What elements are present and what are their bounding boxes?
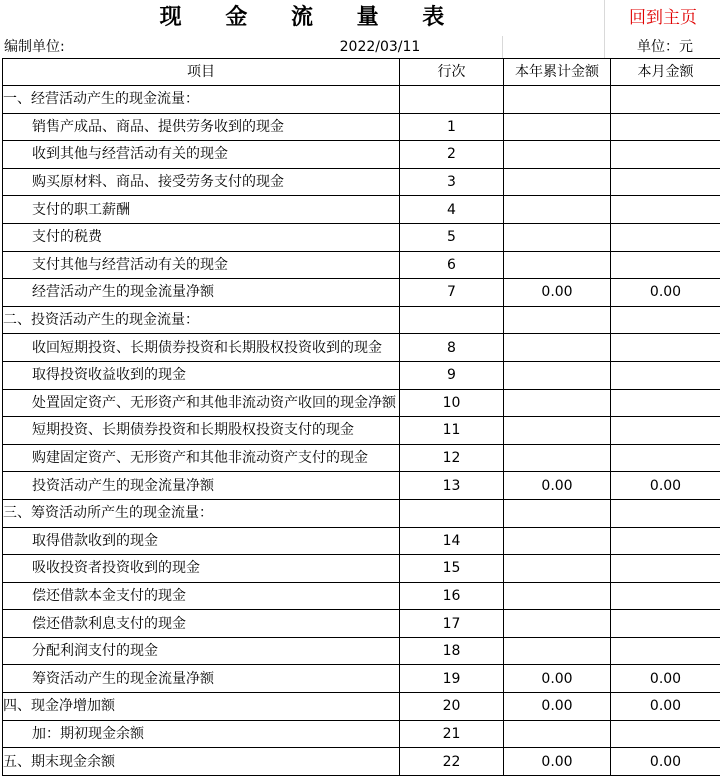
table-row [3,444,720,472]
row-item-cell[interactable]: 吸收投资者投资收到的现金 [3,555,400,583]
row-item-cell[interactable]: 销售产成品、商品、提供劳务收到的现金 [3,113,400,141]
home-link[interactable]: 回到主页 [629,8,697,28]
row-ytd-cell[interactable] [504,361,611,389]
table-row [3,637,720,665]
company-label: 编制单位: [4,39,65,55]
row-month-cell[interactable]: 0.00 [611,279,720,307]
row-ytd-cell[interactable] [504,334,611,362]
table-row [3,361,720,389]
table-row [3,720,720,748]
row-month-cell[interactable] [611,527,720,555]
table-row [3,472,720,500]
row-ytd-cell[interactable]: 0.00 [504,279,611,307]
row-month-cell[interactable] [611,334,720,362]
row-item-cell[interactable]: 经营活动产生的现金流量净额 [3,279,400,307]
row-line-cell[interactable]: 9 [400,361,504,389]
row-month-cell[interactable] [611,251,720,279]
row-month-cell[interactable] [611,637,720,665]
row-ytd-cell[interactable]: 0.00 [504,748,611,776]
row-ytd-cell[interactable] [504,251,611,279]
row-month-cell[interactable] [611,168,720,196]
row-line-cell[interactable]: 4 [400,196,504,224]
row-month-cell[interactable] [611,306,720,334]
row-month-cell[interactable] [611,86,720,114]
row-item-cell[interactable]: 收回短期投资、长期债券投资和长期股权投资收到的现金 [3,334,400,362]
row-month-cell[interactable] [611,582,720,610]
row-line-cell[interactable]: 20 [400,693,504,721]
row-month-cell[interactable]: 0.00 [611,693,720,721]
table-header-row [3,59,720,86]
row-item-cell[interactable]: 购建固定资产、无形资产和其他非流动资产支付的现金 [3,444,400,472]
row-item-cell[interactable]: 五、期末现金余额 [3,748,400,776]
row-ytd-cell[interactable] [504,168,611,196]
row-month-cell[interactable] [611,720,720,748]
row-month-cell[interactable] [611,417,720,445]
table-row [3,196,720,224]
row-line-cell[interactable]: 14 [400,527,504,555]
report-title: 现 金 流 量 表 [159,5,463,30]
row-line-cell[interactable]: 18 [400,637,504,665]
row-ytd-cell[interactable] [504,499,611,527]
row-item-cell[interactable]: 投资活动产生的现金流量净额 [3,472,400,500]
row-line-cell[interactable]: 8 [400,334,504,362]
table-row [3,306,720,334]
table-row [3,86,720,114]
row-item-cell[interactable]: 取得借款收到的现金 [3,527,400,555]
table-row [3,555,720,583]
row-month-cell[interactable] [611,223,720,251]
table-row [3,113,720,141]
row-line-cell[interactable]: 19 [400,665,504,693]
row-month-cell[interactable] [611,444,720,472]
table-row [3,251,720,279]
row-month-cell[interactable] [611,610,720,638]
row-item-cell[interactable]: 购买原材料、商品、接受劳务支付的现金 [3,168,400,196]
row-line-cell[interactable]: 21 [400,720,504,748]
table-row [3,417,720,445]
report-date: 2022/03/11 [339,39,421,55]
row-item-cell[interactable]: 一、经营活动产生的现金流量： [3,86,400,114]
row-ytd-cell[interactable] [504,610,611,638]
row-ytd-cell[interactable] [504,720,611,748]
row-month-cell[interactable] [611,499,720,527]
table-row [3,665,720,693]
row-ytd-cell[interactable] [504,113,611,141]
row-month-cell[interactable]: 0.00 [611,665,720,693]
meta-row [0,36,720,58]
cash-flow-table [2,58,720,776]
row-line-cell[interactable]: 11 [400,417,504,445]
row-line-cell[interactable] [400,306,504,334]
table-row [3,389,720,417]
row-ytd-cell[interactable] [504,306,611,334]
row-ytd-cell[interactable] [504,637,611,665]
row-month-cell[interactable] [611,555,720,583]
row-line-cell[interactable]: 15 [400,555,504,583]
row-ytd-cell[interactable] [504,196,611,224]
row-line-cell[interactable] [400,86,504,114]
row-month-cell[interactable] [611,361,720,389]
row-item-cell[interactable]: 偿还借款利息支付的现金 [3,610,400,638]
row-line-cell[interactable]: 13 [400,472,504,500]
row-month-cell[interactable] [611,113,720,141]
column-header-line: 行次 [400,59,504,86]
row-item-cell[interactable]: 四、现金净增加额 [3,693,400,721]
row-line-cell[interactable]: 2 [400,141,504,169]
row-ytd-cell[interactable] [504,417,611,445]
row-ytd-cell[interactable] [504,223,611,251]
row-item-cell[interactable]: 收到其他与经营活动有关的现金 [3,141,400,169]
cell-divider [502,36,503,58]
row-line-cell[interactable]: 16 [400,582,504,610]
row-ytd-cell[interactable] [504,389,611,417]
row-month-cell[interactable] [611,196,720,224]
row-item-cell[interactable]: 筹资活动产生的现金流量净额 [3,665,400,693]
row-month-cell[interactable] [611,389,720,417]
row-ytd-cell[interactable]: 0.00 [504,665,611,693]
table-row [3,582,720,610]
table-row [3,748,720,776]
row-item-cell[interactable]: 短期投资、长期债券投资和长期股权投资支付的现金 [3,417,400,445]
row-ytd-cell[interactable] [504,444,611,472]
row-item-cell[interactable]: 支付其他与经营活动有关的现金 [3,251,400,279]
column-header-ytd: 本年累计金额 [504,59,611,86]
row-line-cell[interactable]: 5 [400,223,504,251]
row-line-cell[interactable]: 22 [400,748,504,776]
row-item-cell[interactable]: 偿还借款本金支付的现金 [3,582,400,610]
row-ytd-cell[interactable] [504,582,611,610]
row-ytd-cell[interactable] [504,141,611,169]
row-ytd-cell[interactable]: 0.00 [504,472,611,500]
row-item-cell[interactable]: 处置固定资产、无形资产和其他非流动资产收回的现金净额 [3,389,400,417]
row-ytd-cell[interactable]: 0.00 [504,693,611,721]
row-line-cell[interactable]: 7 [400,279,504,307]
row-line-cell[interactable]: 1 [400,113,504,141]
table-row [3,141,720,169]
row-month-cell[interactable]: 0.00 [611,748,720,776]
row-line-cell[interactable] [400,499,504,527]
title-row [0,0,720,36]
column-header-month: 本月金额 [611,59,720,86]
unit-label: 单位：元 [637,39,693,55]
row-line-cell[interactable]: 3 [400,168,504,196]
table-row [3,499,720,527]
row-ytd-cell[interactable] [504,527,611,555]
table-row [3,279,720,307]
table-row [3,223,720,251]
row-item-cell[interactable]: 支付的职工薪酬 [3,196,400,224]
row-line-cell[interactable]: 10 [400,389,504,417]
table-row [3,527,720,555]
table-row [3,334,720,362]
row-item-cell[interactable]: 取得投资收益收到的现金 [3,361,400,389]
row-month-cell[interactable]: 0.00 [611,472,720,500]
row-ytd-cell[interactable] [504,86,611,114]
row-month-cell[interactable] [611,141,720,169]
row-line-cell[interactable]: 17 [400,610,504,638]
row-line-cell[interactable]: 12 [400,444,504,472]
row-ytd-cell[interactable] [504,555,611,583]
table-row [3,168,720,196]
row-item-cell[interactable]: 三、筹资活动所产生的现金流量： [3,499,400,527]
row-item-cell[interactable]: 支付的税费 [3,223,400,251]
row-item-cell[interactable]: 分配利润支付的现金 [3,637,400,665]
table-row [3,693,720,721]
row-item-cell[interactable]: 二、投资活动产生的现金流量： [3,306,400,334]
row-line-cell[interactable]: 6 [400,251,504,279]
row-item-cell[interactable]: 加：期初现金余额 [3,720,400,748]
column-header-item: 项目 [3,59,400,86]
table-row [3,610,720,638]
